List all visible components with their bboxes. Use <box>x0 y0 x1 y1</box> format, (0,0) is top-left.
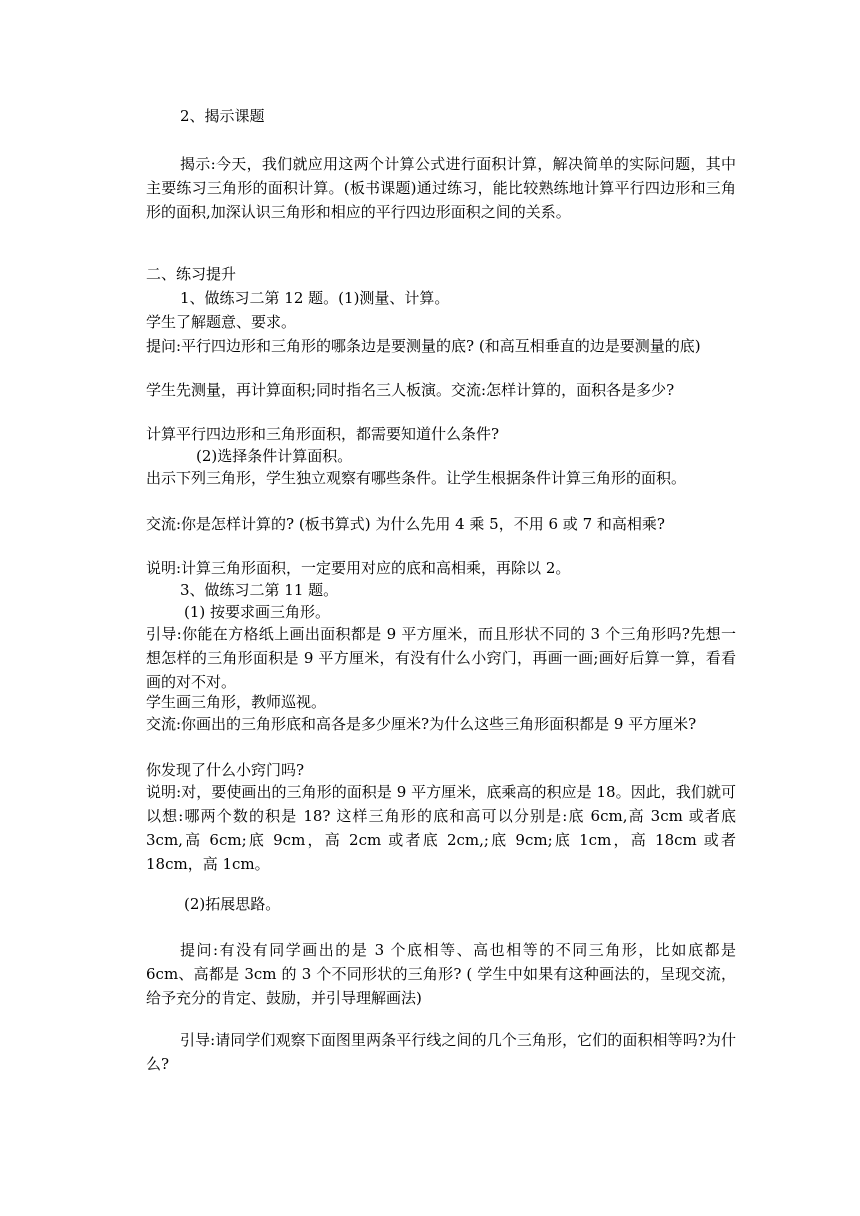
heading-reveal-topic: 2、揭示课题 <box>180 107 265 125</box>
section-practice: 二、练习提升 <box>146 265 237 283</box>
paragraph-student-understand: 学生了解题意、要求。 <box>146 313 297 331</box>
paragraph-explain-area: 说明:计算三角形面积，一定要用对应的底和高相乘，再除以 2。 <box>146 559 571 577</box>
paragraph-guide-parallel: 引导:请同学们观察下面图里两条平行线之间的几个三角形，它们的面积相等吗?为什么? <box>146 1031 736 1073</box>
item-choose-condition: (2)选择条件计算面积。 <box>196 447 353 465</box>
paragraph-exchange-calc: 交流:你是怎样计算的? (板书算式) 为什么先用 4 乘 5，不用 6 或 7 和高相乘? <box>146 515 665 533</box>
paragraph-student-draw: 学生画三角形，教师巡视。 <box>146 693 327 711</box>
item-exercise-12: 1、做练习二第 12 题。(1)测量、计算。 <box>180 289 450 307</box>
paragraph-found-trick: 你发现了什么小窍门吗? <box>146 761 305 779</box>
paragraph-guide-draw: 引导:你能在方格纸上画出面积都是 9 平方厘米，而且形状不同的 3 个三角形吗?先想一想怎样的三角形面积是 9 平方厘米，有没有什么小窍门，再画一画;画好后算一算，看看画的对不对。 <box>146 625 736 691</box>
paragraph-exchange-height: 交流:你画出的三角形底和高各是多少厘米?为什么这些三角形面积都是 9 平方厘米? <box>146 715 697 733</box>
paragraph-student-measure: 学生先测量，再计算面积;同时指名三人板演。交流:怎样计算的，面积各是多少? <box>146 381 675 399</box>
paragraph-reveal: 揭示:今天，我们就应用这两个计算公式进行面积计算，解决简单的实际问题，其中主要练习三角形的面积计算。(板书课题)通过练习，能比较熟练地计算平行四边形和三角形的面积,加深认识三角形和相应的平行四边形面积之间的关系。 <box>146 155 736 221</box>
paragraph-show-triangles: 出示下列三角形，学生独立观察有哪些条件。让学生根据条件计算三角形的面积。 <box>146 469 687 487</box>
paragraph-calc-condition: 计算平行四边形和三角形面积，都需要知道什么条件? <box>146 425 500 443</box>
paragraph-explain-product: 说明:对，要使画出的三角形的面积是 9 平方厘米，底乘高的积应是 18。因此，我们就可以想:哪两个数的积是 18? 这样三角形的底和高可以分别是:底 6cm,高 3cm 或者底 3cm,高 6cm;底 9cm，高 2cm 或者底 2cm,;底 9cm;底 1cm，高 18cm 或者 18cm，高 1cm。 <box>146 783 736 873</box>
item-draw-triangles: (1) 按要求画三角形。 <box>184 603 331 621</box>
item-expand-thinking: (2)拓展思路。 <box>184 895 281 913</box>
item-exercise-11: 3、做练习二第 11 题。 <box>180 581 339 599</box>
paragraph-ask-same-base: 提问:有没有同学画出的是 3 个底相等、高也相等的不同三角形，比如底都是 6cm、高都是 3cm 的 3 个不同形状的三角形? ( 学生中如果有这种画法的，呈现交流，给予充分的肯定、鼓励，并引导理解画法) <box>146 941 736 1007</box>
paragraph-ask-base: 提问:平行四边形和三角形的哪条边是要测量的底? (和高互相垂直的边是要测量的底) <box>146 337 701 355</box>
